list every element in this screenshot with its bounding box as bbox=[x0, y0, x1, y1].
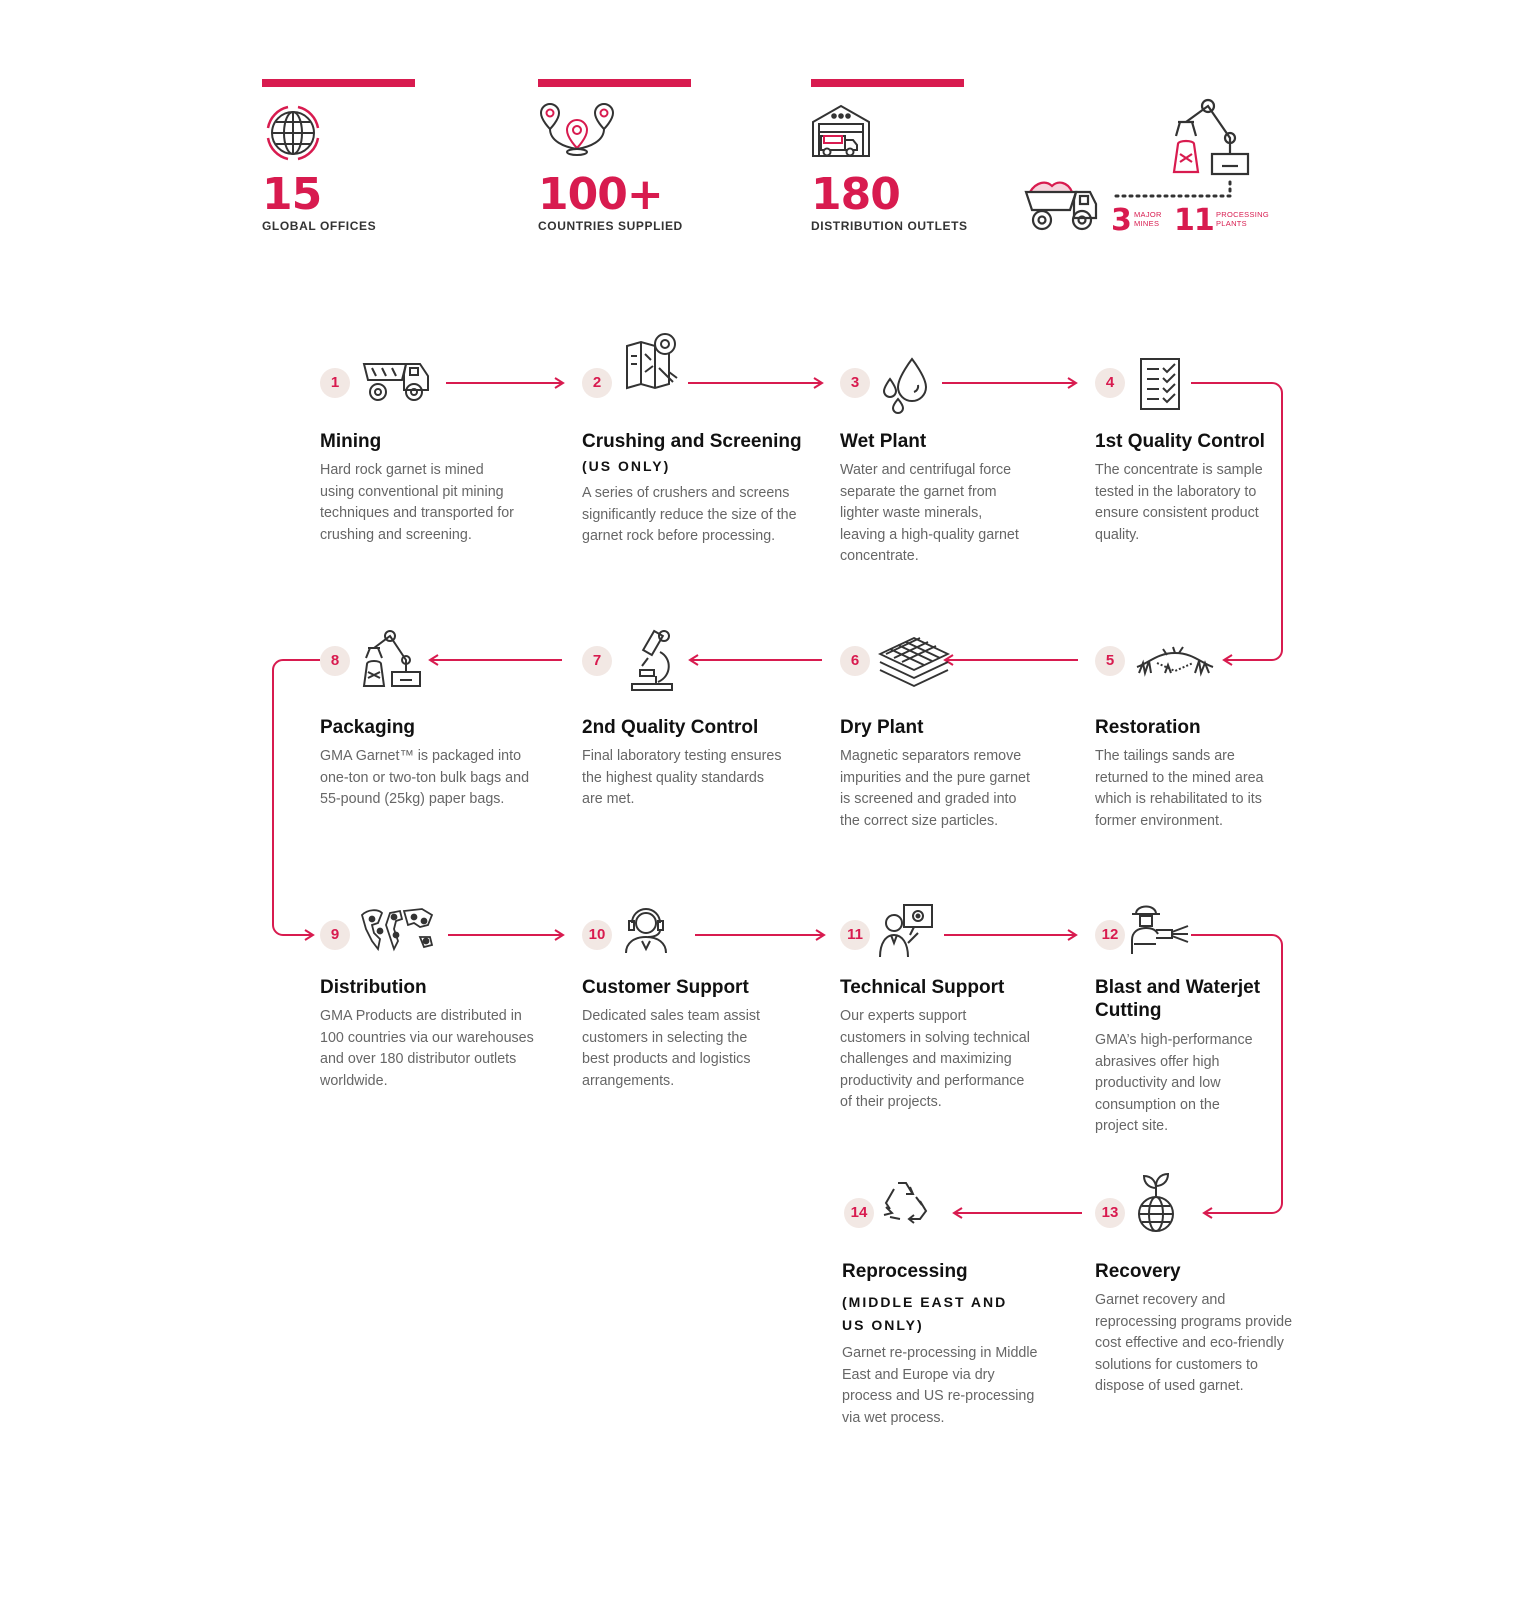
crusher-map-icon bbox=[625, 332, 681, 390]
stat-value: 180 bbox=[811, 169, 900, 220]
stat-label: COUNTRIES SUPPLIED bbox=[538, 219, 683, 233]
world-map-icon bbox=[358, 905, 438, 955]
step-number-badge: 3 bbox=[840, 368, 870, 398]
microscope-icon bbox=[628, 628, 678, 694]
step-number-badge: 12 bbox=[1095, 920, 1125, 950]
step-title: Recovery bbox=[1095, 1261, 1181, 1282]
step-title: 1st Quality Control bbox=[1095, 431, 1265, 452]
step-description: The concentrate is sample tested in the laboratory to ensure consistent product quality. bbox=[1095, 462, 1263, 543]
stat-value: 15 bbox=[262, 169, 322, 220]
step-subtitle: (US ONLY) bbox=[582, 458, 671, 474]
mines-value: 3 bbox=[1111, 203, 1131, 238]
step-title: Mining bbox=[320, 431, 382, 452]
step-description: Garnet recovery and reprocessing programs provide cost effective and eco-friendly solutions for customers to dispose of used garnet. bbox=[1095, 1292, 1293, 1394]
step-title: Packaging bbox=[320, 717, 416, 738]
step-title: Wet Plant bbox=[840, 431, 927, 452]
step-description: GMA’s high-performance abrasives offer high productivity and low consumption on the project site. bbox=[1095, 1032, 1253, 1134]
stat-label: DISTRIBUTION OUTLETS bbox=[811, 219, 968, 233]
step-title: Dry Plant bbox=[840, 717, 924, 738]
mesh-layers-icon bbox=[878, 636, 950, 692]
expert-presentation-icon bbox=[878, 903, 936, 959]
step-number-badge: 6 bbox=[840, 646, 870, 676]
mines-label: MAJOR MINES bbox=[1134, 210, 1162, 228]
stat-value: 100+ bbox=[538, 169, 663, 220]
step-number-badge: 1 bbox=[320, 368, 350, 398]
robot-arm-bag-icon bbox=[358, 628, 424, 690]
plants-label: PROCESSING PLANTS bbox=[1216, 210, 1270, 228]
step-number-badge: 5 bbox=[1095, 646, 1125, 676]
step-subtitle: (MIDDLE EAST AND US ONLY) bbox=[842, 1294, 1008, 1333]
step-number-badge: 10 bbox=[582, 920, 612, 950]
globe-sprout-icon bbox=[1134, 1172, 1182, 1234]
water-drops-icon bbox=[880, 355, 930, 417]
step-number-badge: 13 bbox=[1095, 1198, 1125, 1228]
blaster-worker-icon bbox=[1130, 900, 1190, 956]
headset-agent-icon bbox=[620, 905, 672, 955]
dump-truck-icon bbox=[362, 360, 434, 408]
step-title: 2nd Quality Control bbox=[582, 717, 759, 738]
checklist-icon bbox=[1137, 355, 1185, 413]
recycle-icon bbox=[880, 1177, 930, 1225]
step-description: Final laboratory testing ensures the highest quality standards are met. bbox=[582, 748, 782, 807]
plants-value: 11 bbox=[1174, 203, 1214, 238]
step-description: Our experts support customers in solving technical challenges and maximizing productivity and performance of their projects. bbox=[840, 1008, 1030, 1110]
step-title: Distribution bbox=[320, 977, 427, 998]
step-description: GMA Products are distributed in 100 countries via our warehouses and over 180 distributor outlets worldwide. bbox=[320, 1008, 534, 1089]
step-title: Restoration bbox=[1095, 717, 1201, 738]
step-number-badge: 9 bbox=[320, 920, 350, 950]
step-description: A series of crushers and screens significantly reduce the size of the garnet rock before processing. bbox=[582, 485, 797, 544]
step-description: GMA Garnet™ is packaged into one-ton or two-ton bulk bags and 55-pound (25kg) paper bags. bbox=[320, 748, 530, 807]
step-number-badge: 7 bbox=[582, 646, 612, 676]
step-number-badge: 14 bbox=[844, 1198, 874, 1228]
step-description: Garnet re-processing in Middle East and Europe via dry process and US re-processing via wet process. bbox=[842, 1345, 1038, 1426]
grass-land-icon bbox=[1135, 643, 1215, 679]
stat-label: GLOBAL OFFICES bbox=[262, 219, 377, 233]
step-title: Technical Support bbox=[840, 977, 1005, 998]
step-title: Customer Support bbox=[582, 977, 749, 998]
step-title: Reprocessing bbox=[842, 1261, 968, 1282]
step-description: Dedicated sales team assist customers in selecting the best products and logistics arrangements. bbox=[582, 1008, 760, 1089]
step-title: Blast and Waterjet Cutting bbox=[1095, 977, 1261, 1021]
step-description: Magnetic separators remove impurities and the pure garnet is screened and graded into the correct size particles. bbox=[840, 748, 1030, 829]
step-number-badge: 2 bbox=[582, 368, 612, 398]
step-description: The tailings sands are returned to the mined area which is rehabilitated to its former environment. bbox=[1095, 748, 1264, 829]
step-description: Hard rock garnet is mined using conventional pit mining techniques and transported for crushing and screening. bbox=[320, 462, 514, 543]
step-description: Water and centrifugal force separate the garnet from lighter waste minerals, leaving a high-quality garnet concentrate. bbox=[840, 462, 1019, 564]
step-title: Crushing and Screening bbox=[582, 431, 802, 452]
step-number-badge: 11 bbox=[840, 920, 870, 950]
step-number-badge: 8 bbox=[320, 646, 350, 676]
step-number-badge: 4 bbox=[1095, 368, 1125, 398]
